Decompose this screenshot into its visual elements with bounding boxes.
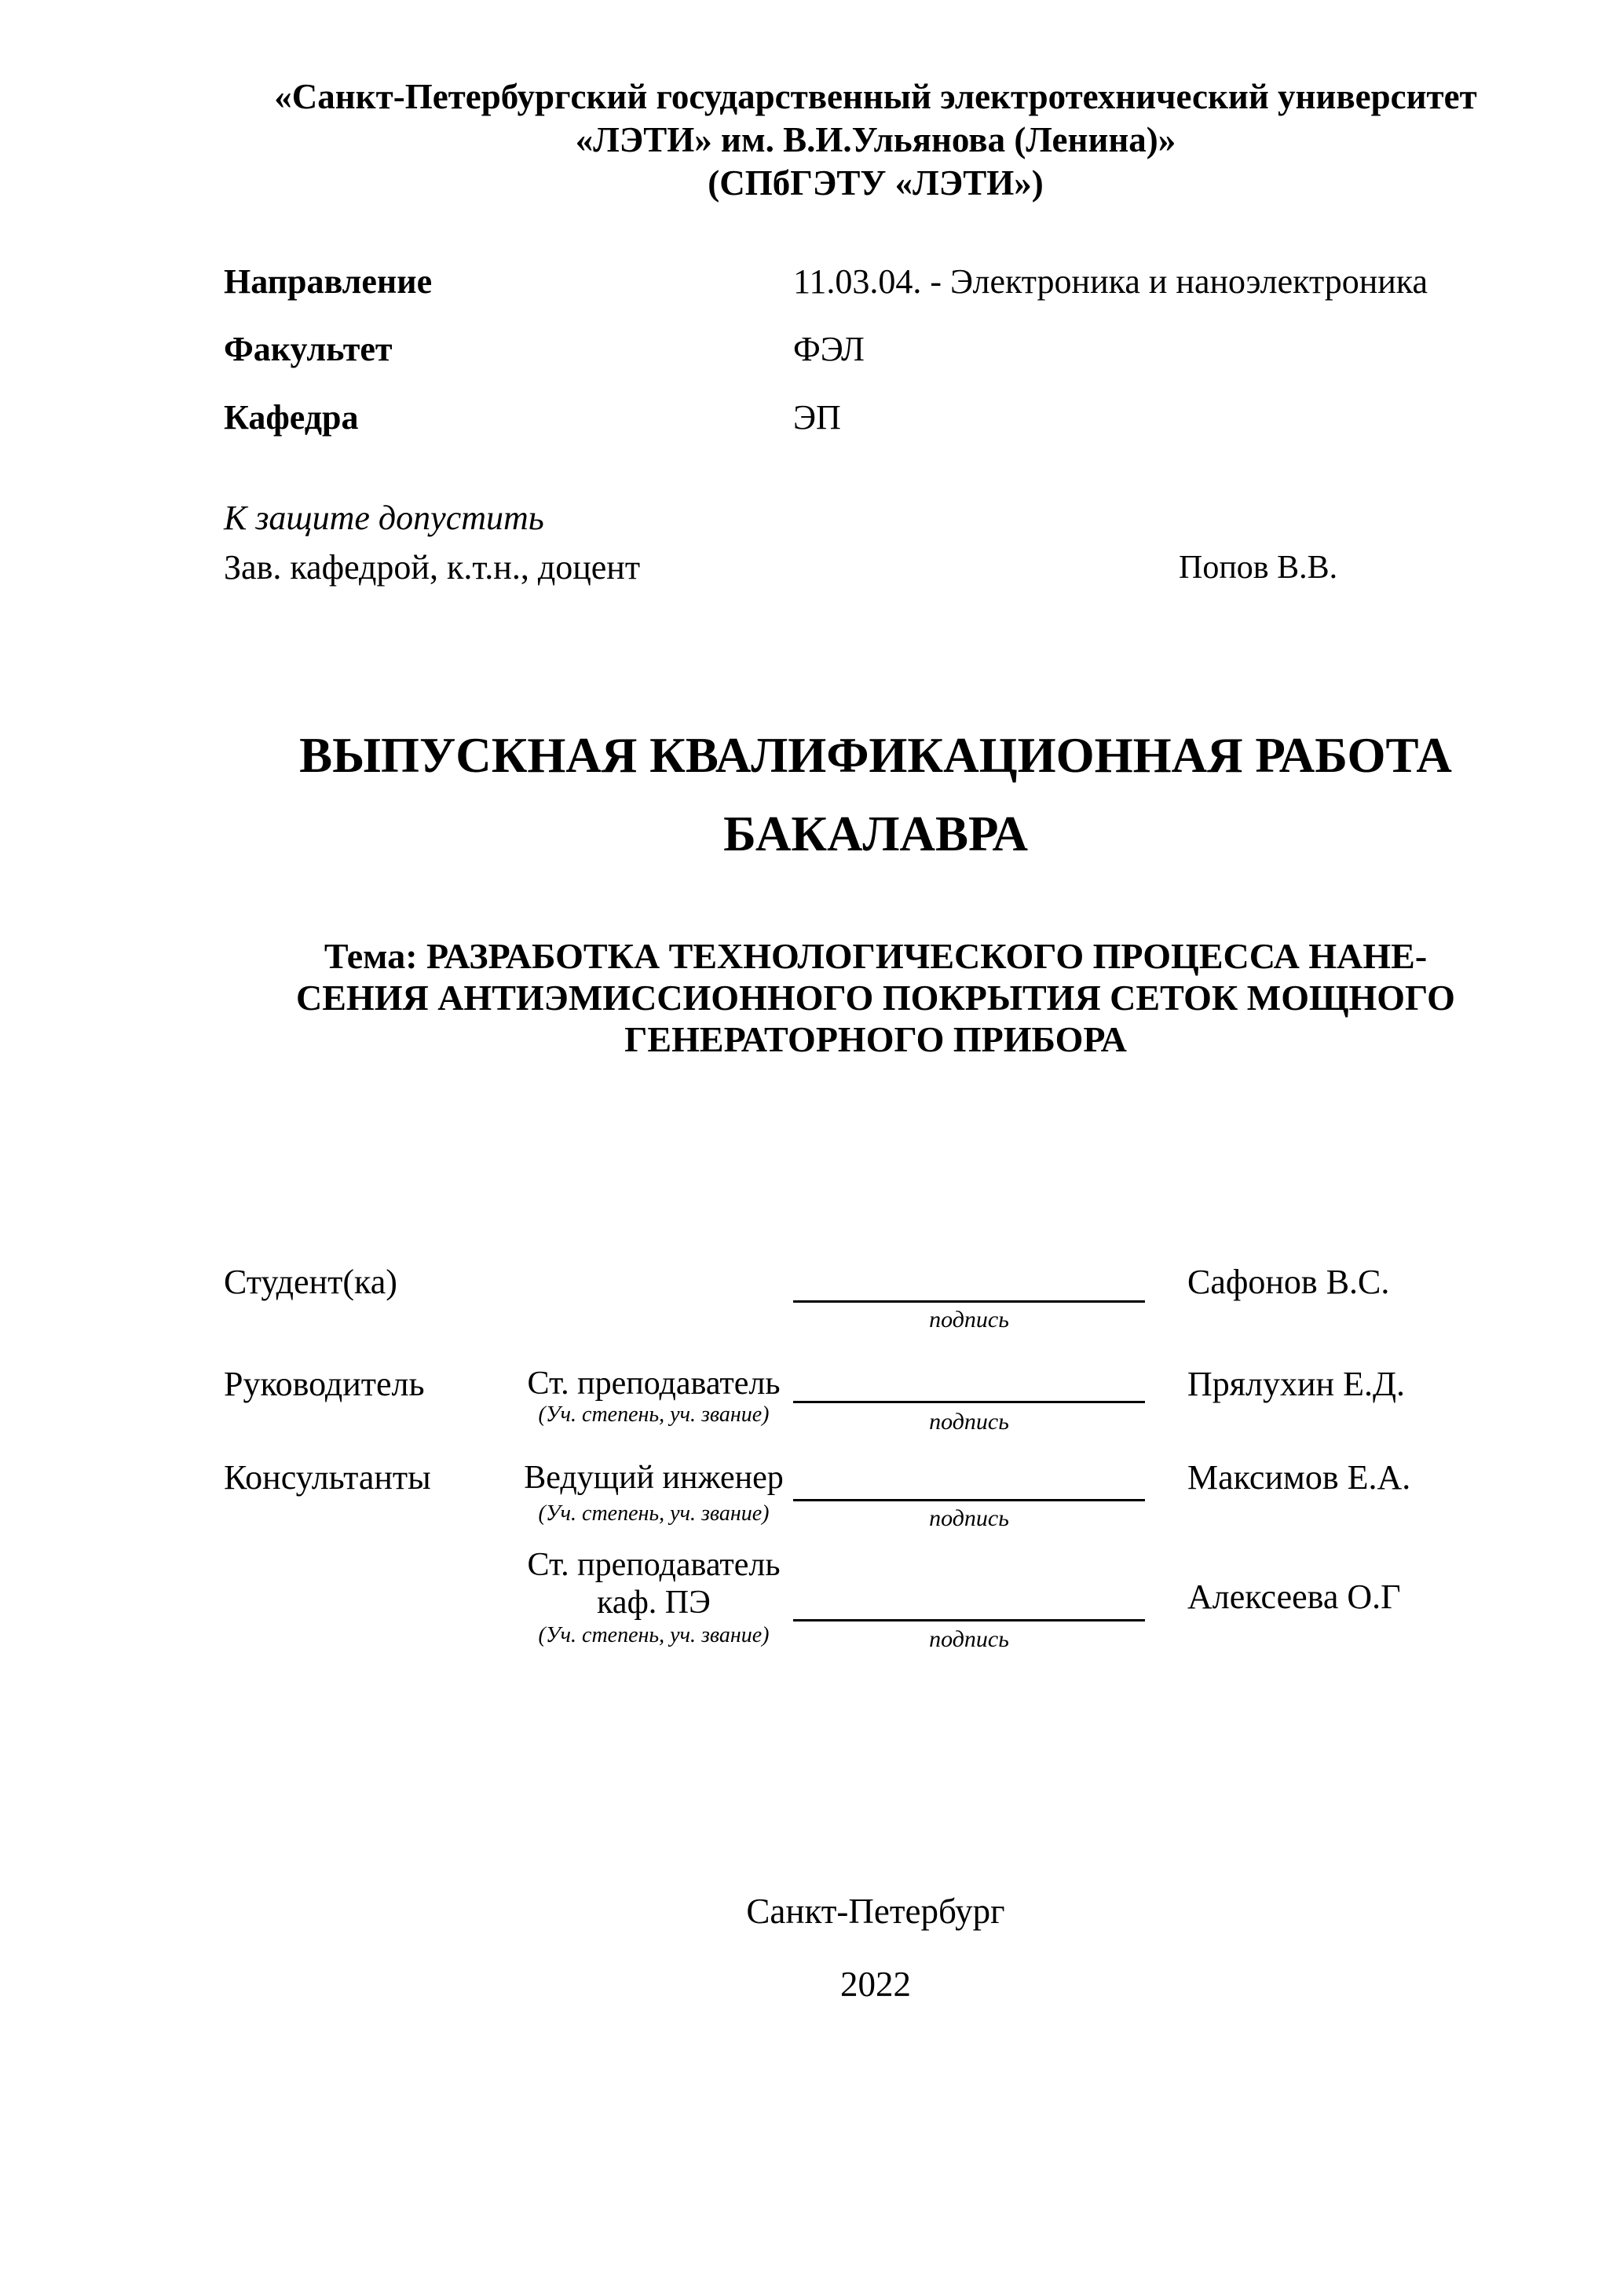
- approver-position: Зав. кафедрой, к.т.н., доцент: [224, 548, 641, 587]
- footer-city: Санкт-Петербург: [746, 1892, 1005, 1931]
- faculty-label: Факультет: [224, 330, 393, 368]
- direction-label: Направление: [224, 262, 433, 301]
- consultant1-signature-caption: подпись: [929, 1505, 1009, 1531]
- consultant2-position-line2: каф. ПЭ: [597, 1585, 711, 1621]
- theme-line1: Тема: РАЗРАБОТКА ТЕХНОЛОГИЧЕСКОГО ПРОЦЕССА НАНЕ-: [324, 936, 1428, 976]
- approver-name: Попов В.В.: [1179, 550, 1338, 586]
- footer-year: 2022: [840, 1965, 911, 2004]
- consultant1-degree-caption: (Уч. степень, уч. звание): [538, 1501, 770, 1526]
- student-signature-line: [793, 1300, 1145, 1303]
- supervisor-position: Ст. преподаватель: [527, 1366, 781, 1402]
- student-signature-caption: подпись: [929, 1307, 1009, 1333]
- thesis-title-line2: БАКАЛАВРА: [723, 806, 1028, 861]
- department-value: ЭП: [793, 398, 841, 437]
- consultant1-signature-line: [793, 1499, 1145, 1501]
- consultant1-position: Ведущий инженер: [524, 1460, 784, 1496]
- consultant2-degree-caption: (Уч. степень, уч. звание): [538, 1623, 770, 1647]
- supervisor-signature-line: [793, 1401, 1145, 1403]
- university-abbreviation: (СПбГЭТУ «ЛЭТИ»): [708, 163, 1044, 203]
- university-name-line2: «ЛЭТИ» им. В.И.Ульянова (Ленина)»: [575, 120, 1176, 159]
- university-name-line1: «Санкт-Петербургский государственный электротехнический университет: [274, 77, 1477, 116]
- supervisor-signature-caption: подпись: [929, 1409, 1009, 1435]
- department-label: Кафедра: [224, 398, 359, 437]
- theme-line3: ГЕНЕРАТОРНОГО ПРИБОРА: [624, 1019, 1127, 1059]
- supervisor-degree-caption: (Уч. степень, уч. звание): [538, 1402, 770, 1427]
- theme-line2: СЕНИЯ АНТИЭМИССИОННОГО ПОКРЫТИЯ СЕТОК МОЩНОГО: [296, 978, 1455, 1018]
- info-row-department: [224, 397, 1527, 438]
- supervisor-name: Прялухин Е.Д.: [1187, 1365, 1405, 1403]
- consultant2-position-line1: Ст. преподаватель: [527, 1547, 781, 1583]
- faculty-value: ФЭЛ: [793, 330, 865, 368]
- thesis-title-line1: ВЫПУСКНАЯ КВАЛИФИКАЦИОННАЯ РАБОТА: [299, 728, 1452, 783]
- consultant1-name: Максимов Е.А.: [1187, 1458, 1411, 1497]
- info-row-direction: [224, 261, 1527, 302]
- consultants-role-label: Консультанты: [224, 1458, 431, 1497]
- consultant2-name: Алексеева О.Г: [1187, 1578, 1401, 1616]
- info-row-faculty: [224, 329, 1527, 370]
- university-header: [224, 75, 1527, 205]
- student-role-label: Студент(ка): [224, 1263, 397, 1301]
- student-name: Сафонов В.С.: [1187, 1263, 1390, 1301]
- direction-value: 11.03.04. - Электроника и наноэлектроника: [793, 262, 1428, 301]
- supervisor-role-label: Руководитель: [224, 1365, 425, 1403]
- thesis-theme: [224, 935, 1527, 1060]
- admission-note: К защите допустить: [224, 499, 544, 537]
- consultant2-signature-caption: подпись: [929, 1626, 1009, 1652]
- admission-row: [224, 547, 1527, 588]
- consultant2-signature-line: [793, 1619, 1145, 1621]
